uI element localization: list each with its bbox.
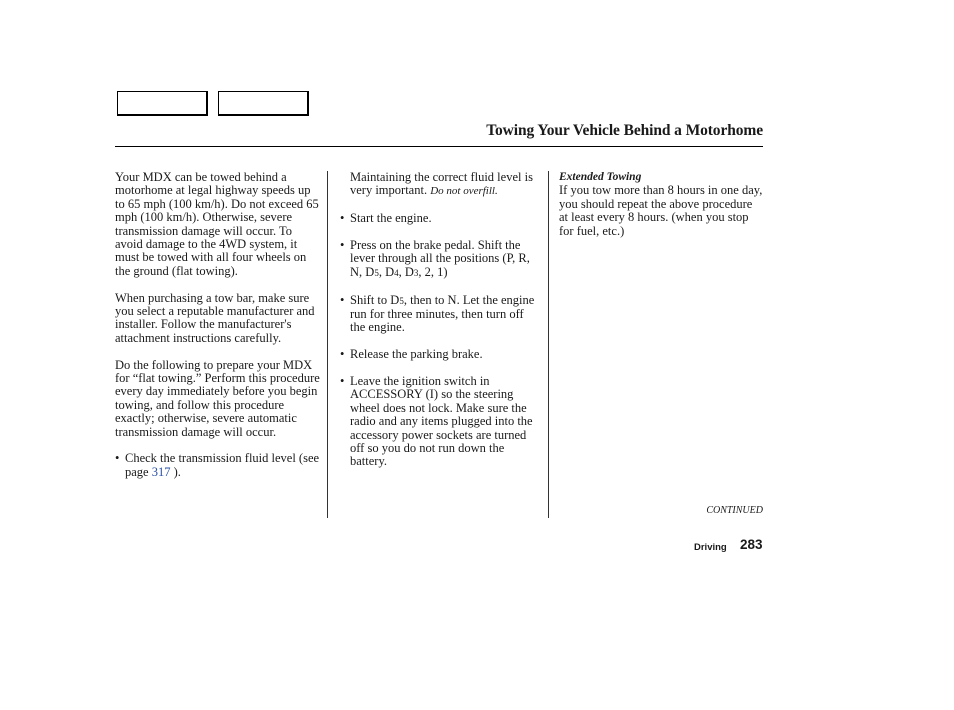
page-number: 283 <box>740 537 763 552</box>
column-divider <box>327 171 328 518</box>
list-item-check-fluid <box>115 452 320 479</box>
list-item-text: Start the engine. <box>350 211 432 226</box>
list-item-shift-positions <box>340 239 542 280</box>
list-item-parking-brake <box>340 348 542 361</box>
list-item-text-end: ). <box>173 464 181 479</box>
subscript-4: 4 <box>394 267 399 278</box>
list-item-text: , then to N. Let the engine run for three minutes, then turn off the engine. <box>350 292 535 335</box>
list-item-text: , 2, 1) <box>418 264 448 279</box>
list-item-text: Release the parking brake. <box>350 347 483 362</box>
nav-tab-right[interactable] <box>218 91 309 116</box>
column-2 <box>340 171 542 482</box>
subscript-5: 5 <box>374 267 379 278</box>
bullet-icon: • <box>340 238 345 252</box>
page-link-317[interactable]: 317 <box>151 464 171 479</box>
list-item-ignition <box>340 375 542 469</box>
paragraph-fluid-level <box>340 171 542 199</box>
bullet-icon: • <box>340 292 345 307</box>
title-divider <box>115 146 763 147</box>
column-3 <box>559 171 764 251</box>
column-divider <box>548 171 549 518</box>
paragraph-towing-speed: Your MDX can be towed behind a motorhome at legal highway speeds up to 65 mph (100 km/h). Do not exceed 65 mph (100 km/h). Otherwise, severe transmission damage will occur. To avoid damage to the 4WD system, it must be towed with all four wheels on the ground (flat towing). <box>115 170 319 278</box>
list-item-shift-neutral <box>340 294 542 335</box>
bullet-icon: • <box>340 211 345 226</box>
column-1 <box>115 171 320 493</box>
subheading-extended-towing: Extended Towing <box>559 171 642 183</box>
list-item-start-engine <box>340 212 542 225</box>
subscript-3: 3 <box>413 267 419 278</box>
page-title: Towing Your Vehicle Behind a Motorhome <box>486 122 763 139</box>
list-item-text: Press on the brake pedal. Shift the lever through all the positions (P, R, N, D <box>350 238 530 279</box>
bullet-icon: • <box>115 451 120 466</box>
nav-tab-left[interactable] <box>117 91 208 116</box>
footer-section-name: Driving <box>694 542 727 553</box>
subscript-5: 5 <box>399 295 404 306</box>
paragraph-prepare: Do the following to prepare your MDX for “flat towing.” Perform this procedure every day immediately before you begin towing, and follow this procedure exactly; otherwise, severe automatic transmission damage will occur. <box>115 357 320 439</box>
intro-text: Maintaining the correct fluid level is very important. <box>350 170 533 198</box>
paragraph-extended-towing: If you tow more than 8 hours in one day, you should repeat the above procedure at least every 8 hours. (when you stop for fuel, etc.) <box>559 183 763 238</box>
list-item-text: Shift to D <box>350 292 400 307</box>
list-item-text: , D <box>398 264 414 279</box>
bullet-icon: • <box>340 347 345 362</box>
continued-label: CONTINUED <box>706 505 763 516</box>
list-item-text: Check the transmission fluid level (see page <box>125 451 320 479</box>
intro-italic: Do not overfill. <box>430 185 498 198</box>
bullet-icon: • <box>340 374 345 389</box>
list-item-text: , D <box>378 264 395 279</box>
list-item-text: Leave the ignition switch in ACCESSORY (I) so the steering wheel does not lock. Make sure the radio and any items plugged into the accessory power sockets are turned off so you do not run down the battery. <box>350 374 533 469</box>
paragraph-tow-bar: When purchasing a tow bar, make sure you select a reputable manufacturer and installer. Follow the manufacturer's attachment instructions carefully. <box>115 290 315 345</box>
